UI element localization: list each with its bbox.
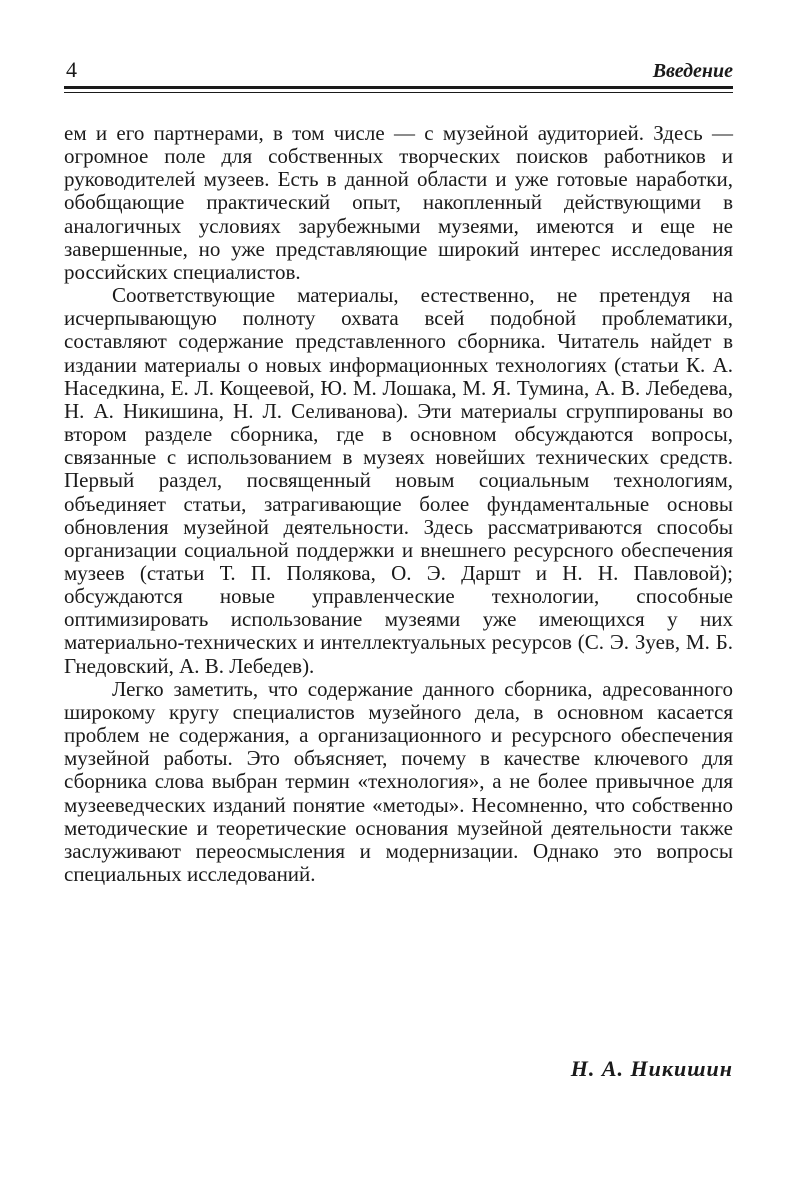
running-title: Введение: [652, 60, 733, 82]
running-header: [64, 52, 733, 84]
body-text: [64, 122, 733, 886]
paragraph-2: Соответствующие материалы, естественно, не претендуя на исчерпывающую полноту охвата всей подобной проблематики, составляют содержание представленного сборника. Читатель найдет в издании материалы о новых информационных технологиях (статьи К. А. Наседкина, Е. Л. Кощеевой, Ю. М. Лошака, М. Я. Тумина, А. В. Лебедева, Н. А. Никишина, Н. Л. Селиванова). Эти материалы сгруппированы во втором разделе сборника, где в основном обсуждаются вопросы, связанные с использованием в музеях новейших технических средств. Первый раздел, посвященный новым социальным технологиям, объединяет статьи, затрагивающие более фундаментальные основы обновления музейной деятельности. Здесь рассматриваются способы организации социальной поддержки и внешнего ресурсного обеспечения музеев (статьи Т. П. Полякова, О. Э. Даршт и Н. Н. Павловой); обсуждаются новые управленческие технологии, способные оптимизировать использование музеями уже имеющихся у них материально-технических и интеллектуальных ресурсов (С. Э. Зуев, М. Б. Гнедовский, А. В. Лебедев).: [64, 283, 733, 678]
header-rule-thick: [64, 86, 733, 89]
paragraph-3: Легко заметить, что содержание данного сборника, адресованного широкому кругу специалистов музейного дела, в основном касается проблем не содержания, а организационного и ресурсного обеспечения музейной работы. Это объясняет, почему в качестве ключевого для сборника слова выбран термин «технология», а не более привычное для музееведческих изданий понятие «методы». Несомненно, что собственно методические и теоретические основания музейной деятельности также заслуживают переосмысления и модернизации. Однако это вопросы специальных исследований.: [64, 676, 733, 886]
header-rule-thin: [64, 92, 733, 93]
page: [64, 52, 733, 1081]
author-signature: Н. А. Никишин: [570, 1056, 733, 1081]
paragraph-1: ем и его партнерами, в том числе — с музейной аудиторией. Здесь — огромное поле для собственных творческих поисков работников и руководителей музеев. Есть в данной области и уже готовые наработки, обобщающие практический опыт, накопленный действующими в аналогичных условиях зарубежными музеями, имеются и еще не завершенные, но уже представляющие широкий интерес исследования российских специалистов.: [64, 121, 733, 284]
page-number: 4: [66, 57, 77, 82]
